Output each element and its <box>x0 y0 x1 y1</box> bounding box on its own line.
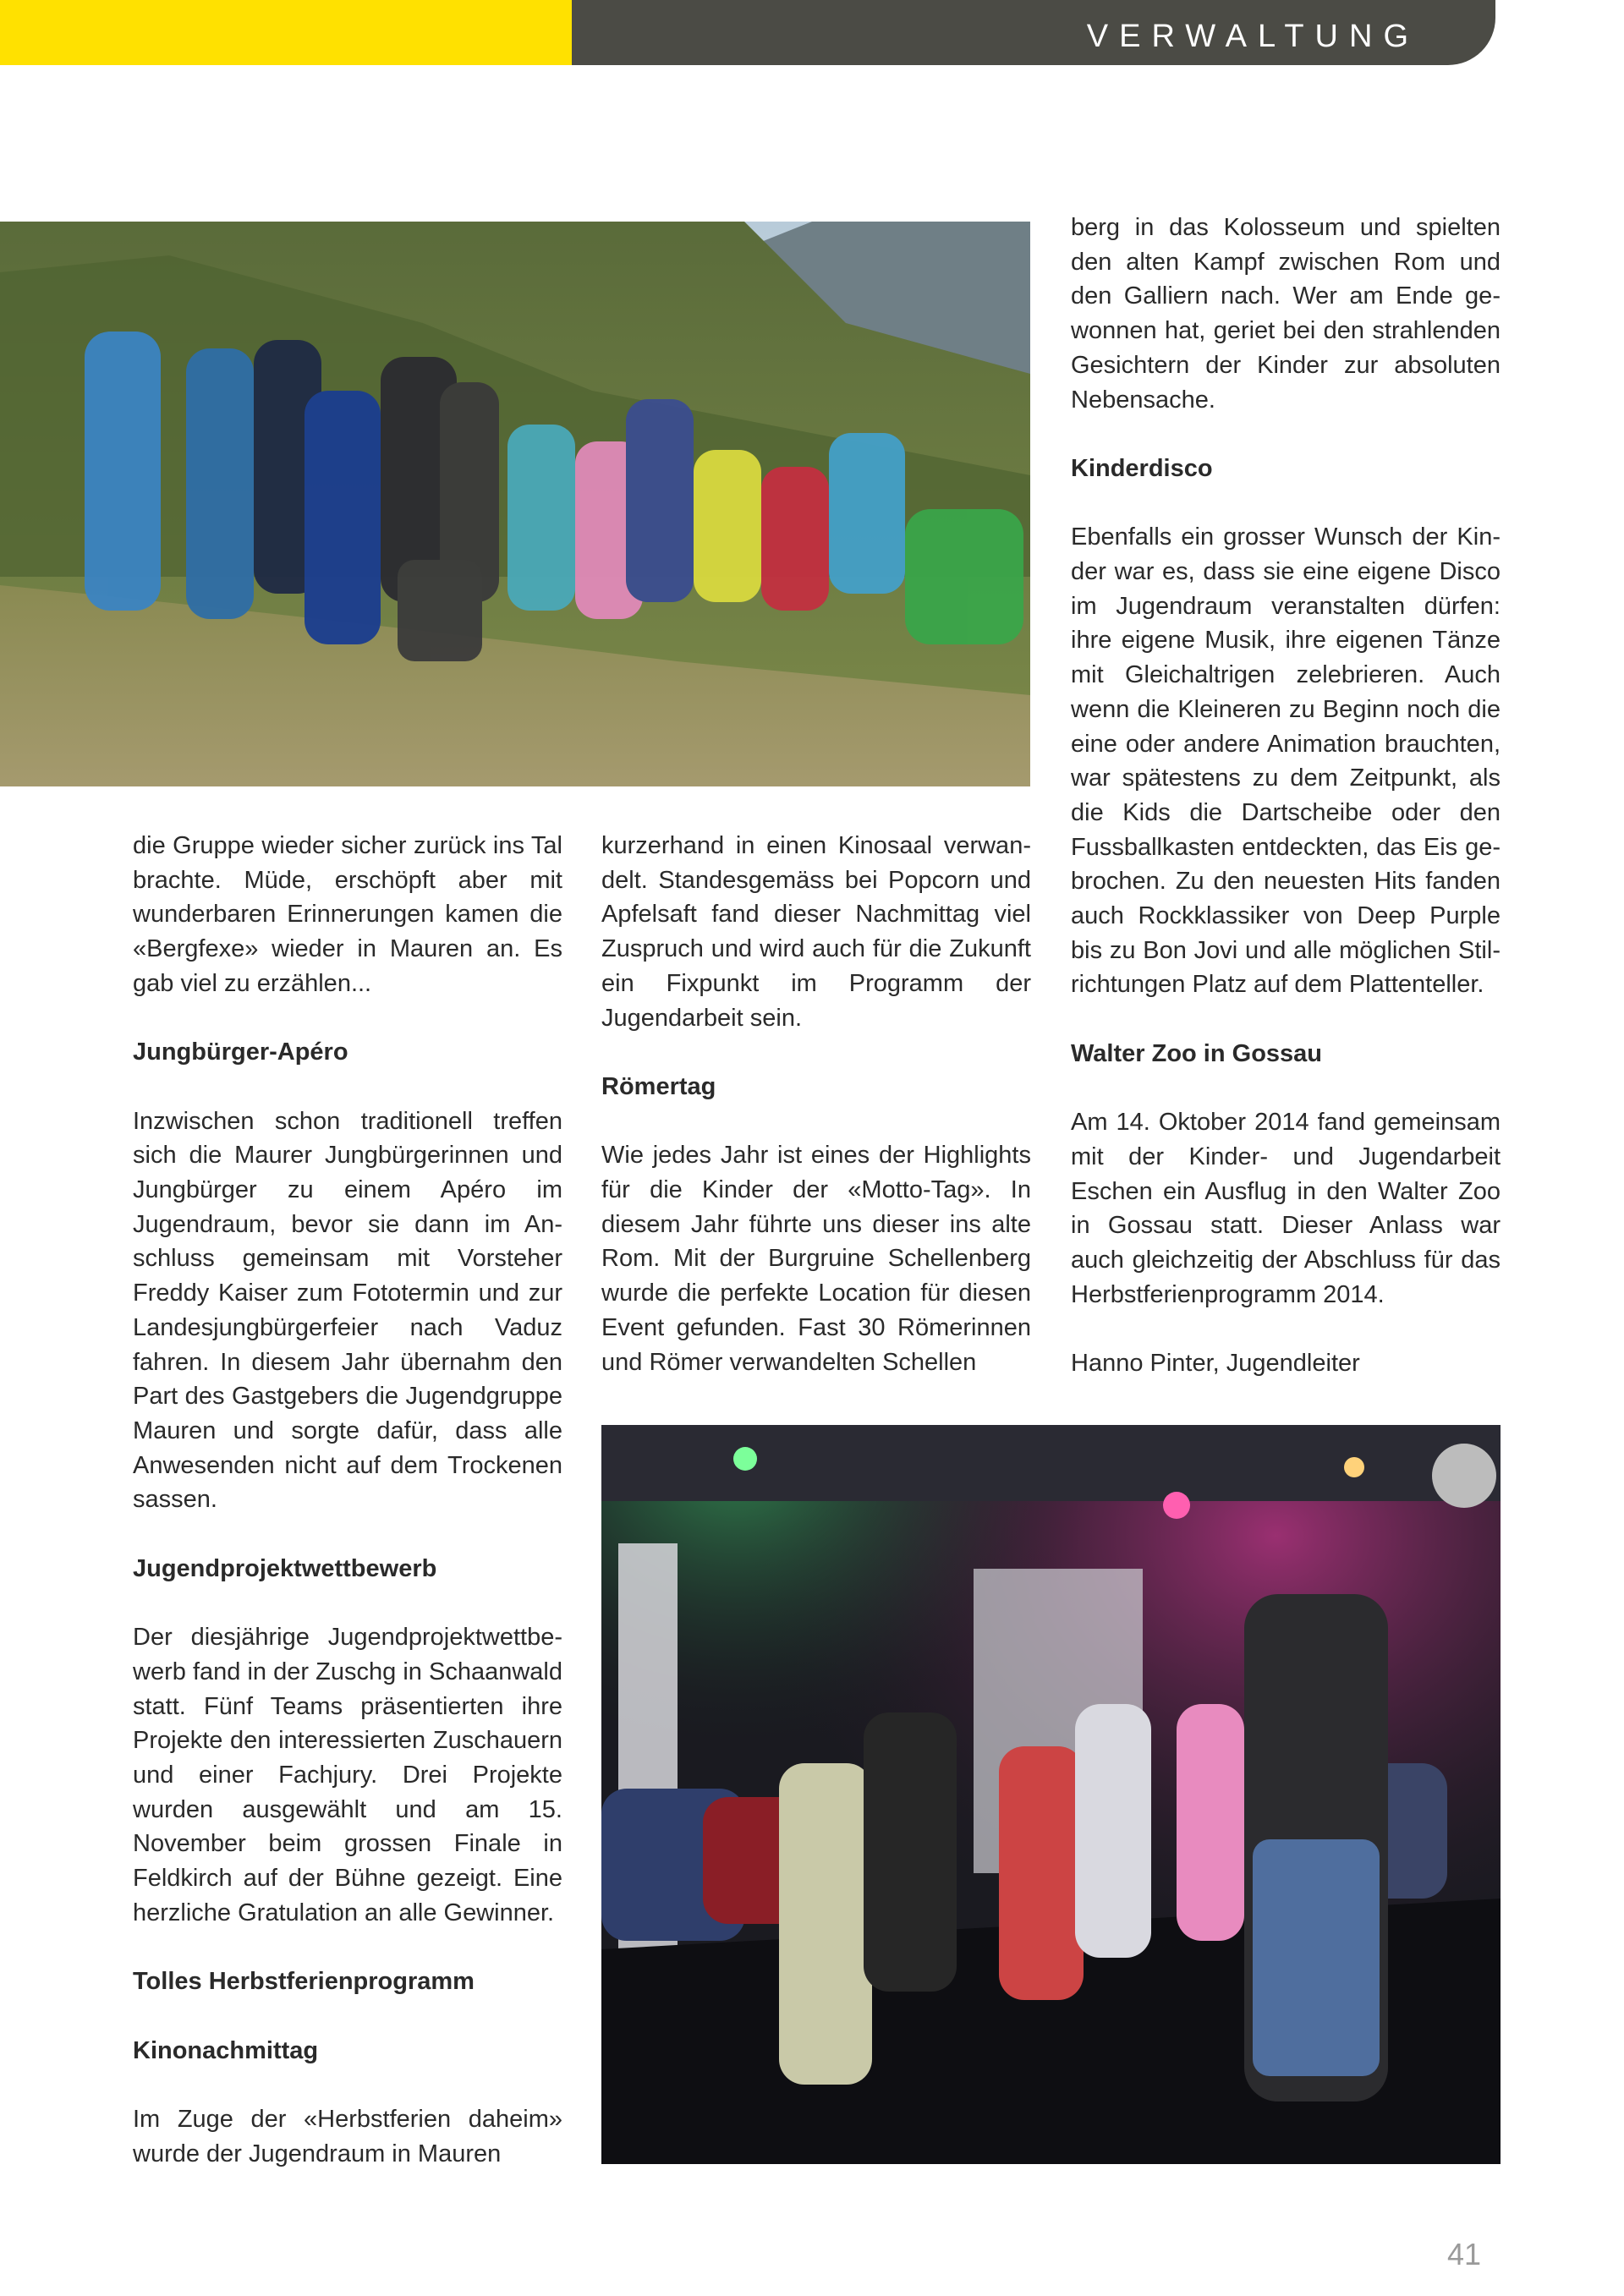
kinderdisco-photo <box>601 1425 1501 2164</box>
heading-kinonachmittag: Kinonachmittag <box>133 2036 319 2064</box>
text-column-1 <box>133 829 562 2171</box>
mountain-group-photo <box>0 222 1030 786</box>
paragraph: Inzwischen schon traditionell treffen sich die Maurer Jungbürgerinnen und Jungbürger zu einem Apéro im Jugendraum, bevor sie dann im Anschluss gemeinsam mit Vorsteher Freddy Kaiser zum Fototermin und zur Landesjungbürgerfeier nach Vaduz fahren. In diesem Jahr übernahm den Part des Gastgebers die Jugendgruppe Mauren und sorgte dafür, dass alle Anwesenden nicht auf dem Trockenen sassen. <box>133 1107 562 1514</box>
heading-herbstferienprogramm: Tolles Herbstferienprogramm <box>133 1968 475 1996</box>
heading-jugendprojektwettbewerb: Jugendprojektwettbewerb <box>133 1554 437 1582</box>
section-label: VERWALTUNG <box>1086 19 1419 54</box>
paragraph: berg in das Kolosseum und spielten den alten Kampf zwischen Rom und den Galliern nach. Wer am Ende gewonnen hat, geriet bei den strahlenden Gesichtern der Kinder zur absoluten Nebensache. <box>1071 214 1501 414</box>
heading-jungbuerger-apero: Jungbürger-Apéro <box>133 1038 348 1066</box>
paragraph: Der diesjährige Jugendprojektwettbewerb fand in der Zuschg in Schaanwald statt. Fünf Teams präsentierten ihre Projekte den interessierten Zuschauern und einer Fachjury. Drei Projekte wurden ausgewählt und am 15. November beim grossen Finale in Feldkirch auf der Bühne gezeigt. Eine herzliche Gratulation an alle Gewinner. <box>133 1624 562 1926</box>
header-yellow-bar <box>0 0 572 65</box>
author-signature: Hanno Pinter, Jugendleiter <box>1071 1350 1360 1378</box>
paragraph: die Gruppe wieder sicher zurück ins Tal brachte. Müde, erschöpft aber mit wunderbaren Erinnerungen kamen die «Bergfexe» wieder in Mauren an. Es gab viel zu erzählen... <box>133 832 562 997</box>
paragraph: Am 14. Oktober 2014 fand gemeinsam mit der Kinder- und Jugendarbeit Eschen ein Ausflug in den Walter Zoo in Gossau statt. Dieser Anlass war auch gleichzeitig der Abschluss für das Herbstferienprogramm 2014. <box>1071 1109 1501 1308</box>
heading-roemertag: Römertag <box>601 1072 716 1100</box>
heading-walter-zoo: Walter Zoo in Gossau <box>1071 1039 1323 1067</box>
paragraph: Ebenfalls ein grosser Wunsch der Kinder war es, dass sie eine eigene Disco im Jugendraum veranstalten dürfen: ihre eigene Musik, ihre eigenen Tänze mit Gleichaltrigen zelebrieren. Auch wenn die Kleineren zu Beginn noch die eine oder andere Animation brauchten, war spätestens zu dem Zeitpunkt, als die Kids die Dartscheibe oder den Fussballkasten entdeckten, das Eis gebrochen. Zu den neuesten Hits fanden auch Rockklassiker von Deep Purple bis zu Bon Jovi und alle möglichen Stilrichtungen Platz auf dem Plattenteller. <box>1071 523 1501 999</box>
paragraph: Im Zuge der «Herbstferien daheim» wurde der Jugendraum in Mauren <box>133 2105 562 2167</box>
text-column-3 <box>1071 211 1501 1381</box>
heading-kinderdisco: Kinderdisco <box>1071 454 1213 482</box>
paragraph: Wie jedes Jahr ist eines der Highlights für die Kinder der «Motto-Tag». In diesem Jahr führte uns dieser ins alte Rom. Mit der Burgruine Schellenberg wurde die perfekte Location für diesen Event gefunden. Fast 30 Römerinnen und Römer verwandelten Schellen <box>601 1142 1031 1376</box>
header-section-bar <box>572 0 1495 65</box>
page-number: 41 <box>1447 2237 1482 2271</box>
paragraph: kurzerhand in einen Kinosaal verwandelt. Standesgemäss bei Popcorn und Apfelsaft fand dieser Nachmittag viel Zuspruch und wird auch für die Zukunft ein Fixpunkt im Programm der Jugendarbeit sein. <box>601 832 1031 1032</box>
text-column-2 <box>601 829 1031 1379</box>
